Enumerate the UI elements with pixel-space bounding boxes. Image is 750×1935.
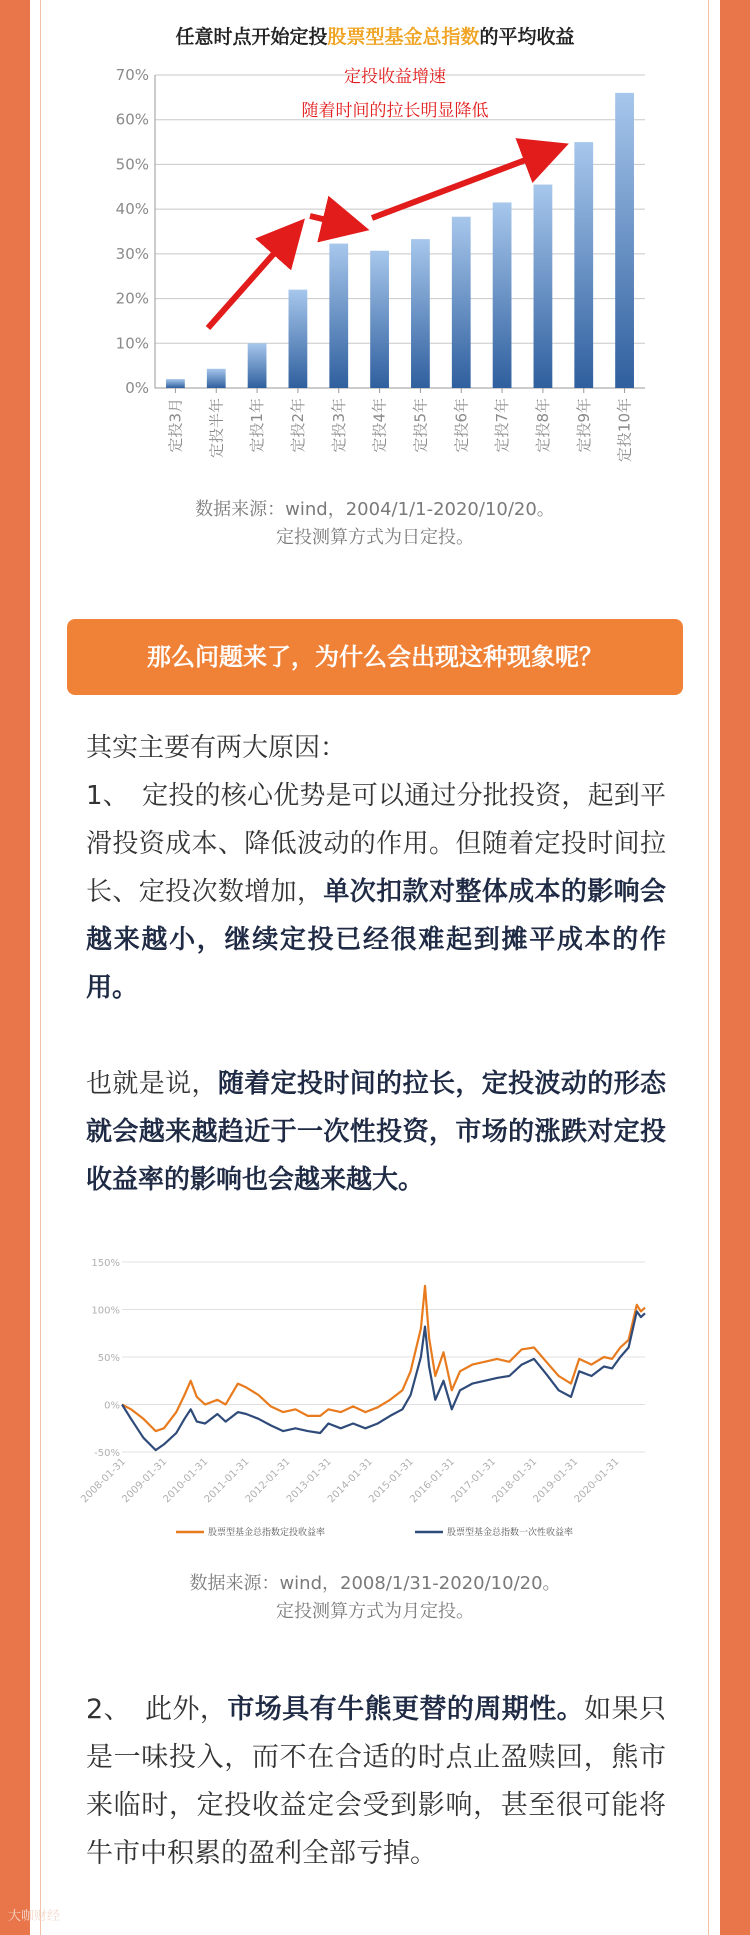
bar bbox=[329, 244, 348, 388]
trend-arrow-1 bbox=[208, 232, 293, 328]
legend-label: 股票型基金总指数一次性收益率 bbox=[447, 1528, 574, 1538]
y-tick-label: 30% bbox=[115, 244, 149, 263]
x-tick-label: 定投8年 bbox=[533, 398, 552, 453]
reason1b-bold: 随着定投时间的拉长，定投波动的形态就会越来越趋近于一次性投资，市场的涨跌对定投收益率的影响也会越来越大。 bbox=[86, 1069, 666, 1195]
x-tick-label: 2014-01-31 bbox=[325, 1456, 375, 1506]
x-tick-label: 定投3年 bbox=[329, 398, 348, 453]
y-tick-label: 50% bbox=[97, 1353, 120, 1364]
x-tick-label: 定投6年 bbox=[452, 398, 471, 453]
x-tick-label: 定投1年 bbox=[248, 398, 267, 453]
series-line bbox=[122, 1286, 645, 1431]
reason1b-text: 也就是说， bbox=[86, 1069, 218, 1099]
x-tick-label: 2009-01-31 bbox=[120, 1456, 170, 1506]
bar bbox=[207, 369, 226, 388]
y-tick-label: 10% bbox=[115, 334, 149, 353]
bar bbox=[248, 343, 267, 388]
x-tick-label: 2020-01-31 bbox=[572, 1456, 622, 1506]
reason2-lead: 2、 此外， bbox=[86, 1694, 228, 1725]
x-tick-label: 定投4年 bbox=[370, 398, 389, 453]
y-tick-label: 150% bbox=[91, 1258, 120, 1269]
trend-arrow-3 bbox=[372, 150, 552, 218]
question-banner: 那么问题来了，为什么会出现这种现象呢？ bbox=[67, 619, 683, 695]
x-tick-label: 2013-01-31 bbox=[284, 1456, 334, 1506]
bar bbox=[452, 217, 471, 388]
y-tick-label: 60% bbox=[115, 110, 149, 129]
bar bbox=[574, 142, 593, 388]
chart1-title-pre: 任意时点开始定投 bbox=[175, 26, 328, 48]
reason1b-paragraph bbox=[86, 1060, 666, 1204]
chart2-source bbox=[0, 1570, 750, 1626]
reason2-text: 如果只是一味投入，而不在合适的时点止盈赎回，熊市来临时，定投收益定会受到影响，甚至很可能将牛市中积累的盈利全部亏掉。 bbox=[86, 1694, 666, 1869]
x-tick-label: 2012-01-31 bbox=[243, 1456, 293, 1506]
bar bbox=[166, 379, 185, 388]
x-tick-label: 2018-01-31 bbox=[490, 1456, 540, 1506]
chart2-source-line1: 数据来源：wind，2008/1/31-2020/10/20。 bbox=[189, 1573, 561, 1594]
x-tick-label: 定投9年 bbox=[574, 398, 593, 453]
chart1-title-post: 的平均收益 bbox=[479, 26, 575, 48]
reasons-intro: 其实主要有两大原因： bbox=[86, 733, 347, 763]
reason2-bold: 市场具有牛熊更替的周期性。 bbox=[227, 1694, 585, 1725]
bar bbox=[411, 239, 430, 388]
x-tick-label: 2019-01-31 bbox=[531, 1456, 581, 1506]
chart2-source-line2: 定投测算方式为月定投。 bbox=[276, 1601, 474, 1622]
chart1-source bbox=[0, 496, 750, 552]
bar bbox=[493, 202, 512, 388]
x-tick-label: 定投7年 bbox=[493, 398, 512, 453]
x-tick-label: 2015-01-31 bbox=[367, 1456, 416, 1506]
y-tick-label: 0% bbox=[125, 379, 149, 397]
bar bbox=[370, 251, 389, 388]
bar bbox=[289, 290, 308, 388]
x-tick-label: 定投10年 bbox=[615, 398, 634, 463]
y-tick-label: 50% bbox=[115, 155, 149, 174]
x-tick-label: 2017-01-31 bbox=[449, 1456, 499, 1506]
chart1-annotation-line1: 定投收益增速 bbox=[344, 67, 446, 87]
line-chart bbox=[0, 1240, 750, 1550]
reason2-paragraph bbox=[86, 1686, 666, 1878]
x-tick-label: 定投2年 bbox=[288, 398, 307, 453]
x-tick-label: 2016-01-31 bbox=[408, 1456, 458, 1506]
y-tick-label: 100% bbox=[91, 1305, 120, 1317]
legend-label: 股票型基金总指数定投收益率 bbox=[208, 1528, 326, 1538]
bar-chart bbox=[0, 0, 750, 490]
reason1-paragraph bbox=[86, 772, 666, 1012]
chart1-title-highlight: 股票型基金总指数 bbox=[327, 26, 480, 48]
y-tick-label: 70% bbox=[115, 66, 149, 84]
x-tick-label: 定投3月 bbox=[166, 398, 185, 453]
x-tick-label: 2008-01-31 bbox=[79, 1456, 129, 1506]
watermark-logo: 大咖财经 bbox=[8, 1909, 61, 1924]
reason1-text: 1、 定投的核心优势是可以通过分批投资，起到平滑投资成本、降低波动的作用。但随着定投时间拉长、定投次数增加， bbox=[86, 781, 666, 907]
y-tick-label: 0% bbox=[104, 1400, 120, 1412]
y-tick-label: 20% bbox=[115, 289, 149, 308]
chart1-annotation-line2: 随着时间的拉长明显降低 bbox=[301, 101, 489, 121]
reason1-bold: 单次扣款对整体成本的影响会越来越小，继续定投已经很难起到摊平成本的作用。 bbox=[86, 877, 666, 1003]
x-tick-label: 2011-01-31 bbox=[202, 1456, 252, 1506]
x-tick-label: 2010-01-31 bbox=[161, 1456, 211, 1506]
chart1-source-line1: 数据来源：wind，2004/1/1-2020/10/20。 bbox=[195, 499, 555, 520]
trend-arrow-2 bbox=[310, 216, 352, 226]
x-tick-label: 定投5年 bbox=[411, 398, 430, 453]
bar bbox=[615, 93, 634, 388]
x-tick-label: 定投半年 bbox=[207, 398, 226, 459]
chart1-source-line2: 定投测算方式为日定投。 bbox=[276, 527, 474, 548]
bar bbox=[534, 185, 553, 388]
y-tick-label: 40% bbox=[115, 200, 149, 219]
y-tick-label: -50% bbox=[94, 1448, 120, 1459]
